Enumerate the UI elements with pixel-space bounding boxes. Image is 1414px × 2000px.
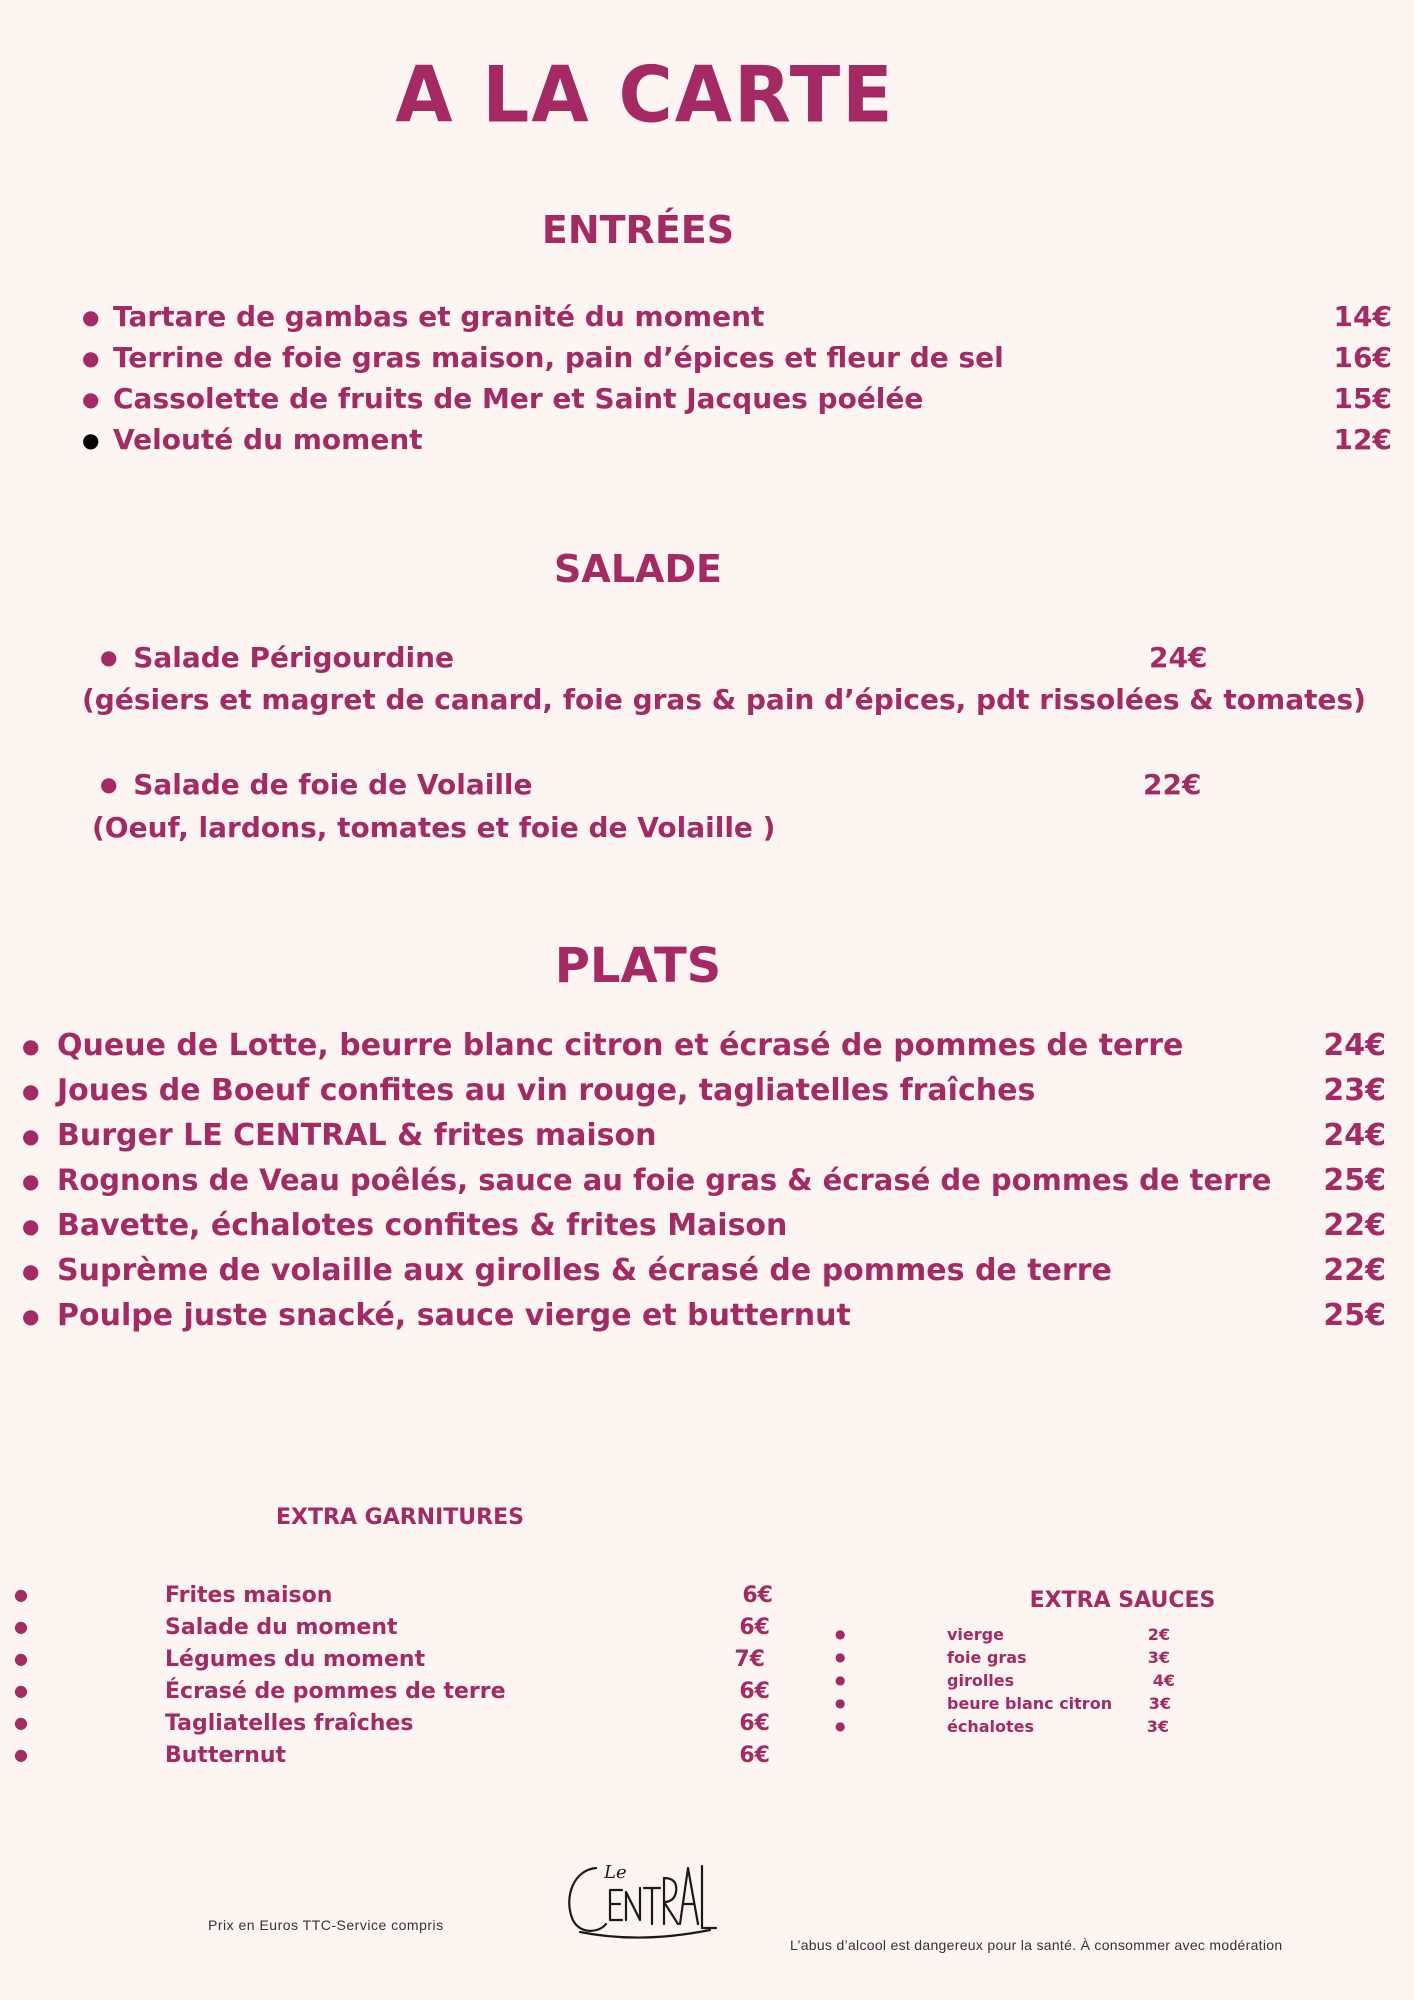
entree-price: 16€ <box>1333 341 1392 374</box>
plat-name: Poulpe juste snacké, sauce vierge et butternut <box>57 1298 851 1333</box>
bullet-icon: ● <box>835 1627 846 1641</box>
bullet-icon: ● <box>22 1169 40 1193</box>
sauce-price: 4€ <box>1152 1671 1175 1690</box>
plats-heading: PLATS <box>554 938 722 994</box>
bullet-icon: ● <box>14 1681 28 1700</box>
bullet-icon: ● <box>22 1124 40 1148</box>
garniture-item <box>0 1583 790 1615</box>
entrees-heading: ENTRÉES <box>541 208 735 252</box>
sauce-price: 2€ <box>1147 1625 1170 1644</box>
bullet-icon: ● <box>100 645 118 669</box>
bullet-icon: ● <box>82 346 100 370</box>
entree-price: 15€ <box>1333 382 1392 415</box>
garniture-price: 6€ <box>739 1679 770 1704</box>
plat-price: 23€ <box>1323 1073 1386 1108</box>
entree-price: 14€ <box>1333 300 1392 333</box>
bullet-icon: ● <box>835 1696 846 1710</box>
plat-item <box>0 1028 1414 1072</box>
garniture-price: 6€ <box>742 1583 773 1608</box>
garniture-price: 6€ <box>739 1711 770 1736</box>
bullet-icon: ● <box>14 1617 28 1636</box>
bullet-icon: ● <box>82 428 100 452</box>
entree-name: Tartare de gambas et granité du moment <box>113 300 765 333</box>
salade-name: Salade Périgourdine <box>133 641 455 674</box>
garniture-item <box>0 1647 790 1679</box>
salade-price: 24€ <box>1149 641 1208 674</box>
salade-heading: SALADE <box>554 547 722 591</box>
garniture-price: 7€ <box>734 1647 765 1672</box>
bullet-icon: ● <box>22 1304 40 1328</box>
plat-price: 24€ <box>1323 1118 1386 1153</box>
bullet-icon: ● <box>835 1673 846 1687</box>
bullet-icon: ● <box>835 1719 846 1733</box>
salade-item-name <box>100 768 533 801</box>
entree-price: 12€ <box>1333 423 1392 456</box>
entree-name: Velouté du moment <box>113 423 423 456</box>
bullet-icon: ● <box>14 1713 28 1732</box>
garniture-price: 6€ <box>739 1743 770 1768</box>
plat-price: 24€ <box>1323 1028 1386 1063</box>
plat-item <box>0 1073 1414 1117</box>
plat-item <box>0 1208 1414 1252</box>
sauce-price: 3€ <box>1146 1717 1169 1736</box>
entree-item <box>0 382 1414 422</box>
garniture-name: Butternut <box>165 1743 287 1768</box>
sauce-name: girolles <box>947 1671 1015 1690</box>
bullet-icon: ● <box>22 1259 40 1283</box>
garniture-item <box>0 1679 790 1711</box>
prices-note: Prix en Euros TTC-Service compris <box>208 1917 444 1933</box>
plat-name: Burger LE CENTRAL & frites maison <box>57 1118 657 1153</box>
garniture-name: Frites maison <box>165 1583 333 1608</box>
sauce-name: foie gras <box>947 1648 1027 1667</box>
garniture-item <box>0 1615 790 1647</box>
extra-garnitures-heading: EXTRA GARNITURES <box>276 1505 524 1530</box>
plat-price: 25€ <box>1323 1298 1386 1333</box>
bullet-icon: ● <box>14 1649 28 1668</box>
bullet-icon: ● <box>82 387 100 411</box>
sauce-name: échalotes <box>947 1717 1035 1736</box>
plat-name: Rognons de Veau poêlés, sauce au foie gras & écrasé de pommes de terre <box>57 1163 1272 1197</box>
entree-item <box>0 341 1414 381</box>
sauce-item <box>835 1648 1335 1671</box>
garniture-name: Tagliatelles fraîches <box>165 1711 414 1736</box>
plat-price: 22€ <box>1323 1253 1386 1288</box>
plat-item <box>0 1298 1414 1342</box>
plat-price: 25€ <box>1323 1163 1386 1198</box>
entree-item <box>0 423 1414 463</box>
garniture-name: Légumes du moment <box>165 1647 426 1672</box>
sauce-name: vierge <box>947 1625 1004 1644</box>
bullet-icon: ● <box>22 1034 40 1058</box>
extra-sauces-heading: EXTRA SAUCES <box>1029 1588 1216 1613</box>
garniture-price: 6€ <box>739 1615 770 1640</box>
salade-description: (gésiers et magret de canard, foie gras & pain d’épices, pdt rissolées & tomates) <box>82 683 1366 716</box>
alcohol-warning: L’abus d’alcool est dangereux pour la santé. À consommer avec modération <box>790 1937 1283 1953</box>
salade-item-name <box>100 641 454 674</box>
plat-name: Queue de Lotte, beurre blanc citron et écrasé de pommes de terre <box>57 1028 1184 1063</box>
garniture-item <box>0 1743 790 1775</box>
bullet-icon: ● <box>14 1745 28 1764</box>
plat-name: Joues de Boeuf confites au vin rouge, tagliatelles fraîches <box>57 1073 1036 1108</box>
plat-price: 22€ <box>1323 1208 1386 1243</box>
sauce-item <box>835 1625 1335 1648</box>
bullet-icon: ● <box>22 1214 40 1238</box>
garniture-name: Écrasé de pommes de terre <box>165 1679 506 1704</box>
bullet-icon: ● <box>14 1585 28 1604</box>
central-logo <box>560 1848 720 1946</box>
plat-item <box>0 1118 1414 1162</box>
salade-price: 22€ <box>1143 768 1202 801</box>
plat-name: Bavette, échalotes confites & frites Maison <box>57 1208 788 1243</box>
bullet-icon: ● <box>835 1650 846 1664</box>
salade-description: (Oeuf, lardons, tomates et foie de Volaille ) <box>92 811 776 844</box>
garniture-item <box>0 1711 790 1743</box>
entree-name: Cassolette de fruits de Mer et Saint Jacques poélée <box>113 382 924 415</box>
entree-item <box>0 300 1414 340</box>
garniture-name: Salade du moment <box>165 1615 398 1640</box>
sauce-name: beure blanc citron <box>947 1694 1113 1713</box>
salade-name: Salade de foie de Volaille <box>133 768 533 801</box>
sauce-price: 3€ <box>1148 1694 1171 1713</box>
sauce-item <box>835 1694 1335 1717</box>
sauce-item <box>835 1671 1335 1694</box>
sauce-price: 3€ <box>1147 1648 1170 1667</box>
sauce-item <box>835 1717 1335 1740</box>
bullet-icon: ● <box>100 772 118 796</box>
logo-text: Le <box>604 1862 627 1883</box>
entree-name: Terrine de foie gras maison, pain d’épices et fleur de sel <box>113 341 1004 374</box>
plat-item <box>0 1163 1414 1207</box>
plat-name: Suprème de volaille aux girolles & écrasé de pommes de terre <box>57 1253 1112 1288</box>
bullet-icon: ● <box>82 305 100 329</box>
plat-item <box>0 1253 1414 1297</box>
bullet-icon: ● <box>22 1079 40 1103</box>
page-title: A LA CARTE <box>395 49 895 141</box>
